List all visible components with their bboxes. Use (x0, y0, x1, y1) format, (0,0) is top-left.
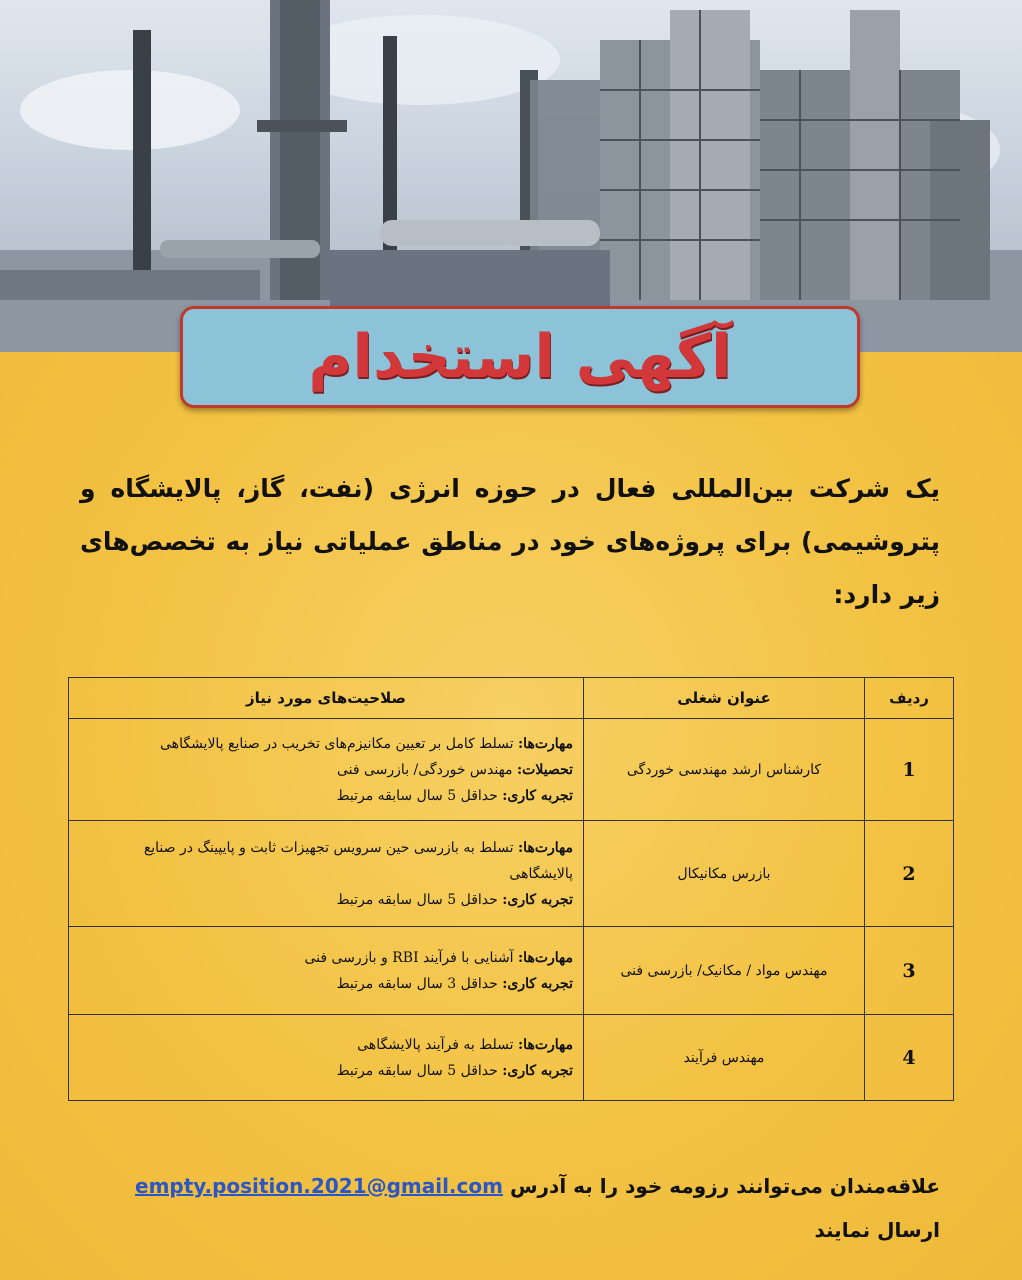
qual-value: تسلط به بازرسی حین سرویس تجهیزات ثابت و پایپینگ در صنایع پالایشگاهی (143, 839, 573, 882)
jobs-table (68, 677, 954, 1101)
qual-value: تسلط کامل بر تعیین مکانیزم‌های تخریب در صنایع پالایشگاهی (160, 735, 514, 752)
contact-footer (90, 1164, 940, 1252)
job-title: بازرس مکانیکال (584, 821, 865, 927)
qual-value: آشنایی با فرآیند RBI و بازرسی فنی (304, 949, 514, 966)
qual-key: تجربه کاری: (502, 787, 573, 804)
qual-key: تجربه کاری: (502, 1062, 573, 1079)
table-header-row (69, 678, 954, 719)
contact-email-link[interactable]: empty.position.2021@gmail.com (135, 1174, 503, 1198)
qual-line (79, 757, 573, 783)
qual-value: مهندس خوردگی/ بازرسی فنی (336, 761, 513, 778)
qual-value: حداقل 5 سال سابقه مرتبط (336, 787, 498, 804)
row-number: 1 (865, 719, 954, 821)
refinery-illustration (0, 0, 1022, 352)
table-row (69, 821, 954, 927)
qual-key: مهارت‌ها: (518, 839, 573, 856)
qual-value: حداقل 5 سال سابقه مرتبط (336, 1062, 498, 1079)
qual-line (79, 783, 573, 809)
footer-text-before: علاقه‌مندان می‌توانند رزومه خود را به آدرس (509, 1174, 940, 1198)
job-title: مهندس مواد / مکانیک/ بازرسی فنی (584, 927, 865, 1015)
qual-line (79, 1032, 573, 1058)
qualifications (69, 927, 584, 1015)
qualifications (69, 821, 584, 927)
qual-line (79, 731, 573, 757)
table-row (69, 927, 954, 1015)
qual-line (79, 945, 573, 971)
row-number: 4 (865, 1015, 954, 1101)
title-banner (180, 306, 860, 408)
footer-text-after: ارسال نمایند (814, 1218, 940, 1242)
qual-line (79, 971, 573, 997)
header-qualifications: صلاحیت‌های مورد نیاز (69, 678, 584, 719)
header-row-number: ردیف (865, 678, 954, 719)
qual-value: تسلط به فرآیند پالایشگاهی (357, 1036, 514, 1053)
qualifications (69, 1015, 584, 1101)
row-number: 3 (865, 927, 954, 1015)
intro-paragraph: یک شرکت بین‌المللی فعال در حوزه انرژی (نفت، گاز، پالایشگاه و پتروشیمی) برای پروژه‌های خود در مناطق عملیاتی نیاز به تخصص‌های زیر دارد: (80, 474, 940, 609)
page-title: آگهی استخدام (308, 322, 732, 392)
job-title: کارشناس ارشد مهندسی خوردگی (584, 719, 865, 821)
qualifications (69, 719, 584, 821)
row-number: 2 (865, 821, 954, 927)
qual-key: تجربه کاری: (502, 891, 573, 908)
qual-key: تجربه کاری: (502, 975, 573, 992)
qual-value: حداقل 3 سال سابقه مرتبط (336, 975, 498, 992)
header-job-title: عنوان شغلی (584, 678, 865, 719)
table-row (69, 719, 954, 821)
job-title: مهندس فرآیند (584, 1015, 865, 1101)
table-row (69, 1015, 954, 1101)
qual-value: حداقل 5 سال سابقه مرتبط (336, 891, 498, 908)
qual-line (79, 835, 573, 887)
qual-key: مهارت‌ها: (518, 735, 573, 752)
qual-line (79, 887, 573, 913)
qual-key: مهارت‌ها: (518, 1036, 573, 1053)
qual-key: تحصیلات: (517, 761, 573, 778)
qual-line (79, 1058, 573, 1084)
refinery-photo (0, 0, 1022, 352)
qual-key: مهارت‌ها: (518, 949, 573, 966)
